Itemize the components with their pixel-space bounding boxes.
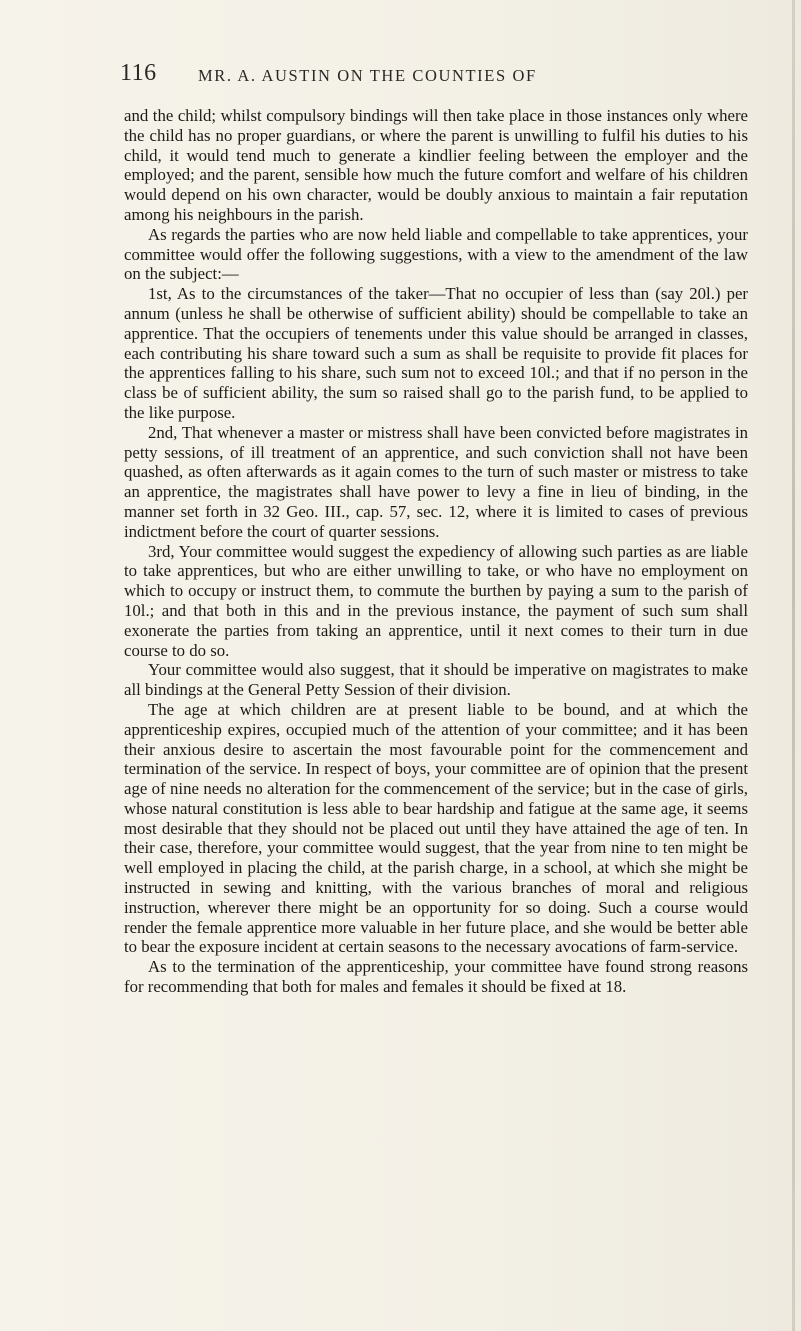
paragraph: As regards the parties who are now held liable and compellable to take apprentices, your committee would offer the following suggestions, with a view to the amendment of the law on the subject:— bbox=[124, 224, 748, 284]
body-text bbox=[124, 106, 748, 997]
page-number: 116 bbox=[120, 60, 157, 86]
paragraph: As to the termination of the apprenticeship, your committee have found strong reasons for recommending that both for males and females it should be fixed at 18. bbox=[124, 957, 748, 997]
paragraph: 3rd, Your committee would suggest the expediency of allowing such parties as are liable to take apprentices, but who are either unwilling to take, or who have no employment on which to occupy or instruct them, to commute the burthen by paying a sum to the parish of 10l.; and that both in this and in the previous instance, the payment of such sum shall exonerate the parties from taking an apprentice, until it next comes to their turn in due course to do so. bbox=[124, 541, 748, 660]
paragraph: The age at which children are at present liable to be bound, and at which the apprenticeship expires, occupied much of the attention of your committee; and it has been their anxious desire to ascertain the most favourable point for the commencement and termination of the service. In respect of boys, your committee are of opinion that the present age of nine needs no alteration for the commencement of the service; but in the case of girls, whose natural constitution is less able to bear hardship and fatigue at the same age, it seems most desirable that they should not be placed out until they have attained the age of ten. In their case, therefore, your committee would suggest, that the year from nine to ten might be well employed in placing the child, at the parish charge, in a school, at which she might be instructed in sewing and knitting, with the various branches of moral and religious instruction, wherever there might be an opportunity for so doing. Such a course would render the female apprentice more valuable in her future place, and she would be better able to bear the exposure incident at certain seasons to the necessary avocations of farm-service. bbox=[124, 699, 748, 957]
paragraph: 1st, As to the circumstances of the taker—That no occupier of less than (say 20l.) per annum (unless he shall be otherwise of sufficient ability) should be compellable to take an apprentice. That the occupiers of tenements under this value should be arranged in classes, each contributing his share toward such a sum as shall be requisite to provide fit places for the apprentices falling to his share, such sum not to exceed 10l.; and that if no person in the class be of sufficient ability, the sum so raised shall go to the parish fund, to be applied to the like purpose. bbox=[124, 284, 748, 422]
paragraph: Your committee would also suggest, that it should be imperative on magistrates to make all bindings at the General Petty Session of their division. bbox=[124, 660, 748, 700]
paragraph: 2nd, That whenever a master or mistress shall have been convicted before magistrates in petty sessions, of ill treatment of an apprentice, and such conviction shall not have been quashed, as often afterwards as it again comes to the turn of such master or mistress to take an apprentice, the magistrates shall have power to levy a fine in lieu of binding, in the manner set forth in 32 Geo. III., cap. 57, sec. 12, where it is limited to cases of previous indictment before the court of quarter sessions. bbox=[124, 422, 748, 541]
page-edge-shadow bbox=[792, 0, 795, 1331]
page-header bbox=[120, 60, 760, 94]
paragraph: and the child; whilst compulsory bindings will then take place in those instances only where the child has no proper guardians, or where the parent is unwilling to fulfil his duties to his child, it would tend much to generate a kindlier feeling between the employer and the employed; and the parent, sensible how much the future comfort and welfare of his children would depend on his own character, would be doubly anxious to maintain a fair reputation among his neighbours in the parish. bbox=[124, 106, 748, 224]
running-head: MR. A. AUSTIN ON THE COUNTIES OF bbox=[198, 66, 537, 85]
